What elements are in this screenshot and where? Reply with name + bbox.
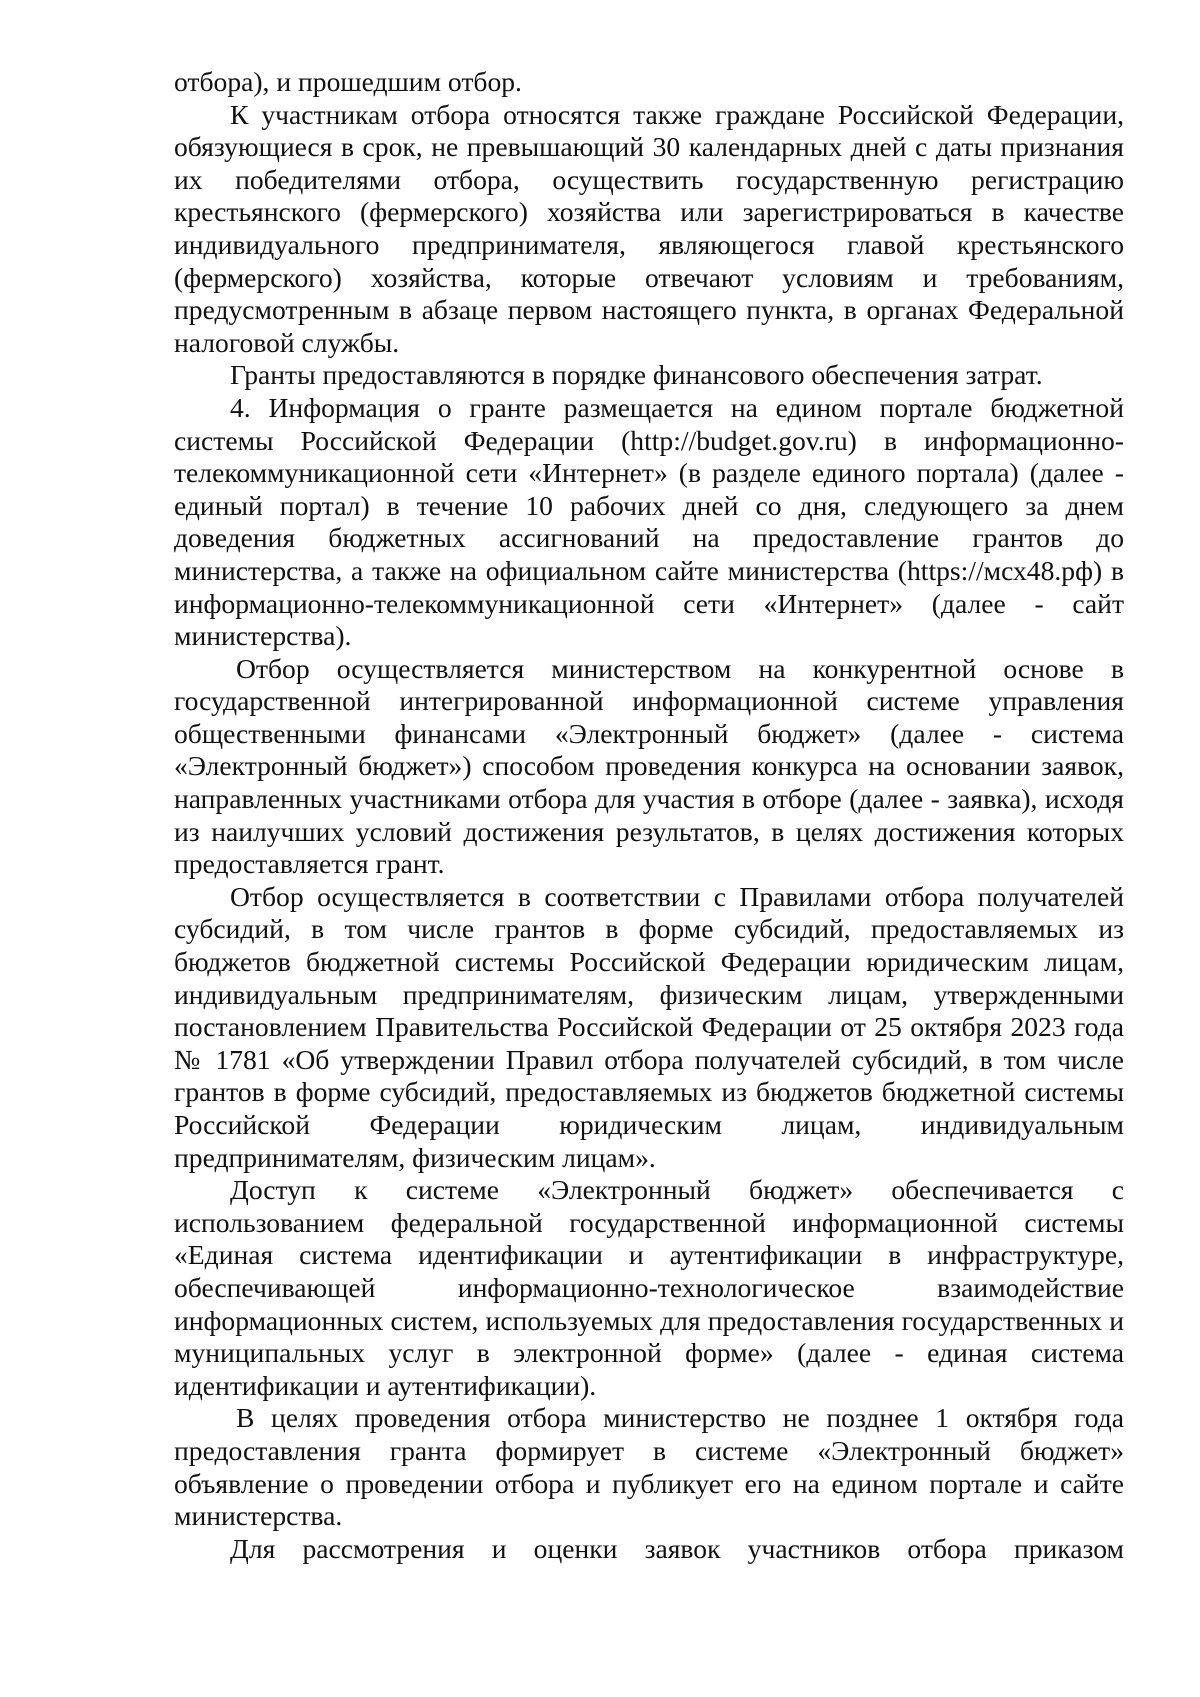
paragraph-item-4-information: 4. Информация о гранте размещается на едином портале бюджетной системы Российской Федерации (http://budget.gov.ru) в информационно-телекоммуникационной сети «Интернет» (в разделе единого портала) (далее - единый портал) в течение 10 рабочих дней со дня, следующего за днем доведения бюджетных ассигнований на предоставление грантов до министерства, а также на официальном сайте министерства (https://мсх48.рф) в информационно-телекоммуникационной сети «Интернет» (далее - сайт министерства). <box>174 391 1124 652</box>
paragraph-continuation: отбора), и прошедшим отбор. <box>174 66 522 97</box>
paragraph-system-access: Доступ к системе «Электронный бюджет» обеспечивается с использованием федеральной государственной информационной системы «Единая система идентификации и аутентификации в инфраструктуре, обеспечивающей информационно-технологическое взаимодействие информационных систем, используемых для предоставления государственных и муниципальных услуг в электронной форме» (далее - единая система идентификации и аутентификации). <box>174 1174 1124 1401</box>
paragraph-grants-financing: Гранты предоставляются в порядке финансового обеспечения затрат. <box>230 359 1043 391</box>
paragraph-announcement: В целях проведения отбора министерство не позднее 1 октября года предоставления гранта формирует в системе «Электронный бюджет» объявление о проведении отбора и публикует его на едином портале и сайте министерства. <box>174 1402 1124 1532</box>
document-page <box>174 66 1124 1565</box>
paragraph-selection-competitive: Отбор осуществляется министерством на конкурентной основе в государственной интегрированной информационной системе управления общественными финансами «Электронный бюджет» (далее - система «Электронный бюджет») способом проведения конкурса на основании заявок, направленных участниками отбора для участия в отборе (далее - заявка), исходя из наилучших условий достижения результатов, в целях достижения которых предоставляется грант. <box>174 652 1124 880</box>
paragraph-selection-rules: Отбор осуществляется в соответствии с Правилами отбора получателей субсидий, в том числе грантов в форме субсидий, предоставляемых из бюджетов бюджетной системы Российской Федерации юридическим лицам, индивидуальным предпринимателям, физическим лицам, утвержденными постановлением Правительства Российской Федерации от 25 октября 2023 года № 1781 «Об утверждении Правил отбора получателей субсидий, в том числе грантов в форме субсидий, предоставляемых из бюджетов бюджетной системы Российской Федерации юридическим лицам, индивидуальным предпринимателям, физическим лицам». <box>174 880 1124 1173</box>
paragraph-participants: К участникам отбора относятся также граждане Российской Федерации, обязующиеся в срок, не превышающий 30 календарных дней с даты признания их победителями отбора, осуществить государственную регистрацию крестьянского (фермерского) хозяйства или зарегистрироваться в качестве индивидуального предпринимателя, являющегося главой крестьянского (фермерского) хозяйства, которые отвечают условиям и требованиям, предусмотренным в абзаце первом настоящего пункта, в органах Федеральной налоговой службы. <box>174 98 1124 358</box>
paragraph-review-order: Для рассмотрения и оценки заявок участников отбора приказом <box>230 1532 1124 1564</box>
